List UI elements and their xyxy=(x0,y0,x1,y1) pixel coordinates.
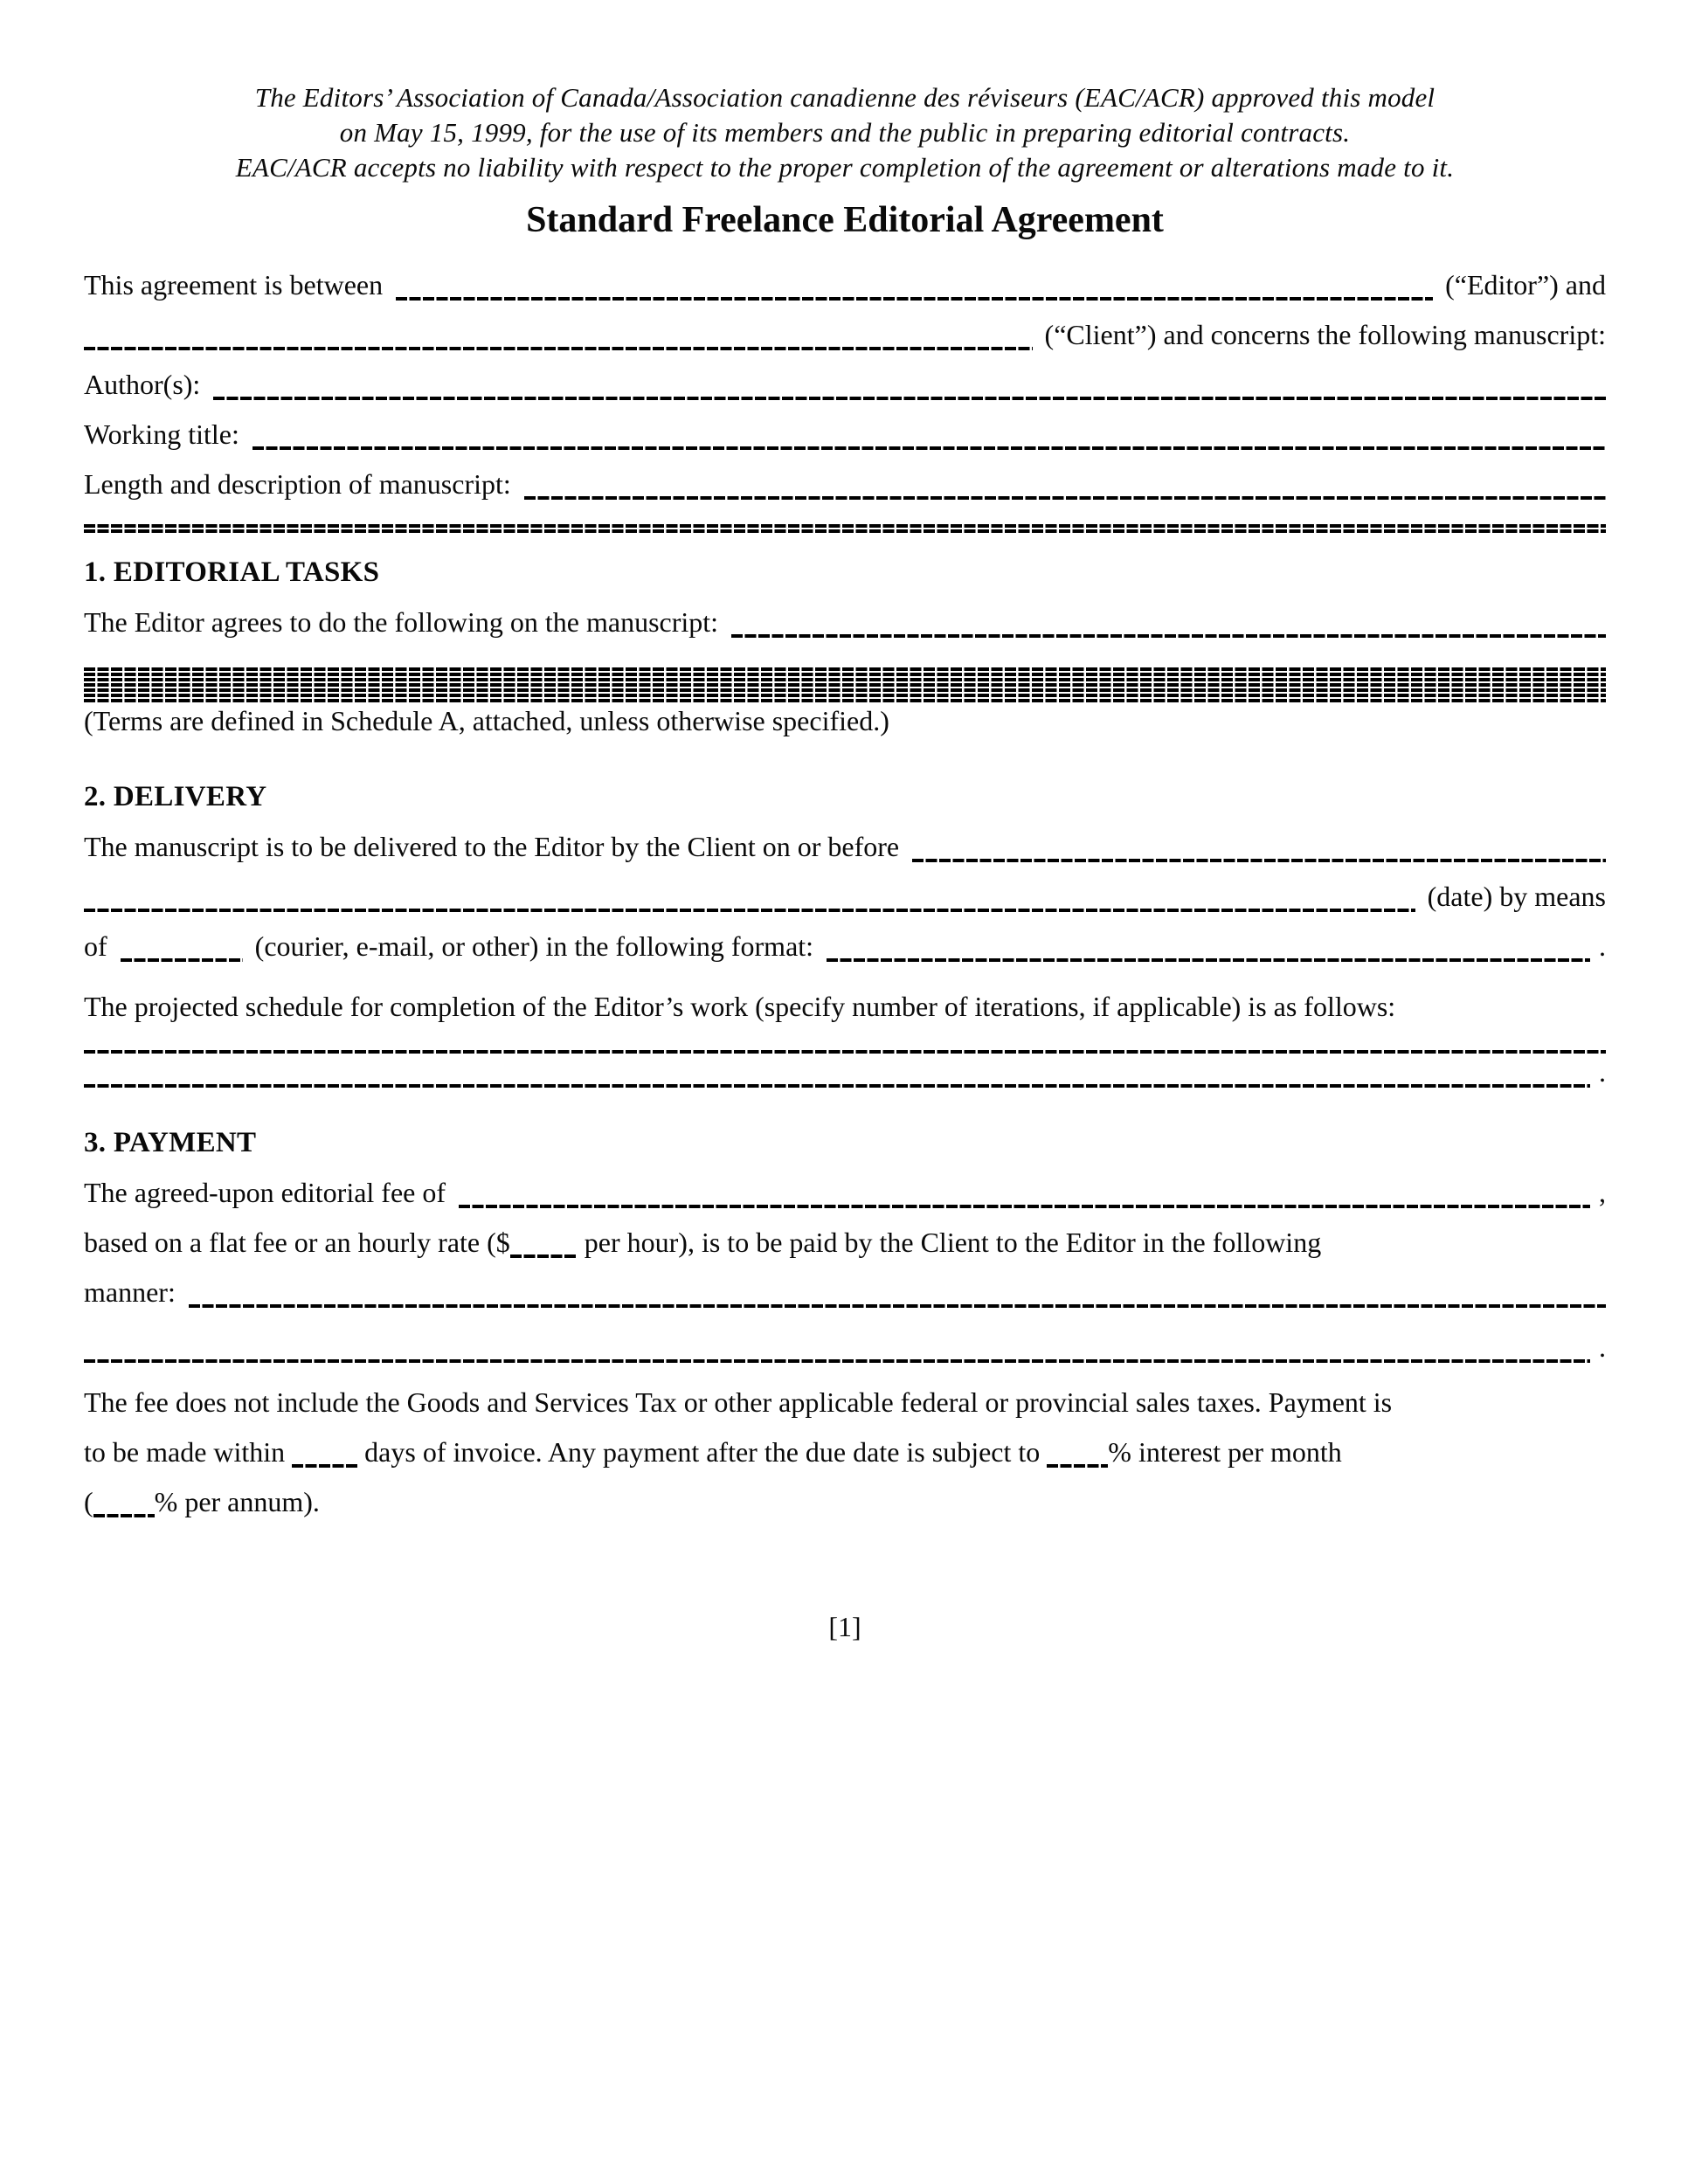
disclaimer-line-1: The Editors’ Association of Canada/Association canadienne des réviseurs (EAC/ACR) approved this model xyxy=(254,82,1435,113)
rate-suffix-text: per hour), is to be paid by the Client to the Editor in the following xyxy=(584,1227,1322,1258)
invoice-days-field[interactable] xyxy=(292,1462,357,1468)
editorial-tasks-lead-text: The Editor agrees to do the following on the manuscript: xyxy=(84,606,719,638)
tax-line3-a-text: ( xyxy=(84,1486,93,1517)
client-name-field[interactable] xyxy=(84,345,1033,350)
manner-line-row xyxy=(84,1323,1606,1372)
rate-prefix-text: based on a flat fee or an hourly rate ($ xyxy=(84,1227,510,1258)
payment-manner-line-field[interactable] xyxy=(84,1358,1590,1363)
schedule-line-field[interactable] xyxy=(84,1048,1606,1054)
authors-field[interactable] xyxy=(213,395,1606,400)
editor-name-field[interactable] xyxy=(396,295,1433,301)
date-suffix-text: (date) by means xyxy=(1427,881,1606,912)
payment-manner-field[interactable] xyxy=(189,1303,1606,1308)
editorial-tasks-lead-row xyxy=(84,598,1606,647)
tax-line2-c-text: % interest per month xyxy=(1108,1436,1342,1468)
length-label: Length and description of manuscript: xyxy=(84,468,511,500)
annual-interest-field[interactable] xyxy=(93,1512,155,1517)
disclaimer-line-2: on May 15, 1999, for the use of its members and the public in preparing editorial contracts. xyxy=(339,117,1351,148)
delivery-date-row xyxy=(84,822,1606,872)
manner-label: manner: xyxy=(84,1276,176,1308)
delivery-date-continuation-field[interactable] xyxy=(84,907,1415,912)
schedule-lead-row xyxy=(84,982,1606,1032)
client-suffix-text: (“Client”) and concerns the following manuscript: xyxy=(1044,319,1606,350)
delivery-date-field[interactable] xyxy=(912,857,1606,862)
schedule-line-field[interactable] xyxy=(84,1082,1590,1088)
terms-note-row xyxy=(84,696,1606,746)
tax-paragraph-line-3 xyxy=(84,1477,1606,1527)
terms-note-text: (Terms are defined in Schedule A, attached, unless otherwise specified.) xyxy=(84,705,889,736)
disclaimer xyxy=(84,80,1606,185)
tax-line2-a-text: to be made within xyxy=(84,1436,286,1468)
manner-period-text: . xyxy=(1599,1331,1606,1363)
agreement-parties-row xyxy=(84,260,1606,310)
manuscript-description-field[interactable] xyxy=(524,494,1606,500)
authors-label: Author(s): xyxy=(84,369,201,400)
schedule-period-text: . xyxy=(1599,1056,1606,1088)
monthly-interest-field[interactable] xyxy=(1047,1462,1108,1468)
means-prefix-text: of xyxy=(84,930,107,962)
schedule-line-row xyxy=(84,1047,1606,1097)
authors-row xyxy=(84,360,1606,410)
tax-line3-b-text: % per annum). xyxy=(154,1486,320,1517)
tax-paragraph-line-1 xyxy=(84,1378,1606,1427)
delivery-format-field[interactable] xyxy=(827,957,1590,962)
delivery-prefix-text: The manuscript is to be delivered to the Editor by the Client on or before xyxy=(84,831,900,862)
fee-comma-text: , xyxy=(1599,1177,1606,1208)
between-prefix-text: This agreement is between xyxy=(84,269,384,301)
editorial-tasks-heading: 1. EDITORIAL TASKS xyxy=(84,556,380,588)
rate-row xyxy=(84,1218,1606,1268)
manuscript-description-line-field[interactable] xyxy=(84,528,1606,533)
tax-line1-text: The fee does not include the Goods and Services Tax or other applicable federal or provincial sales taxes. Payment is xyxy=(84,1386,1393,1418)
page-number: [1] xyxy=(828,1611,861,1642)
editorial-tasks-line-field[interactable] xyxy=(84,697,1606,702)
editor-suffix-text: (“Editor”) and xyxy=(1445,269,1606,301)
delivery-means-field[interactable] xyxy=(121,957,243,962)
payment-heading: 3. PAYMENT xyxy=(84,1127,257,1158)
hourly-rate-field[interactable] xyxy=(510,1253,576,1258)
working-title-label: Working title: xyxy=(84,418,239,450)
client-row xyxy=(84,310,1606,360)
working-title-row xyxy=(84,410,1606,460)
delivery-heading: 2. DELIVERY xyxy=(84,781,267,812)
fee-row xyxy=(84,1168,1606,1218)
delivery-date-continuation-row xyxy=(84,872,1606,922)
working-title-field[interactable] xyxy=(253,445,1606,450)
means-mid-text: (courier, e-mail, or other) in the following format: xyxy=(254,930,814,962)
tax-paragraph-line-2 xyxy=(84,1427,1606,1477)
tax-line2-b-text: days of invoice. Any payment after the due date is subject to xyxy=(364,1436,1041,1468)
document-title: Standard Freelance Editorial Agreement xyxy=(526,200,1164,240)
format-period-text: . xyxy=(1599,930,1606,962)
editorial-fee-field[interactable] xyxy=(459,1203,1590,1208)
manuscript-length-row xyxy=(84,460,1606,509)
editorial-tasks-field[interactable] xyxy=(731,632,1606,638)
schedule-lead-text: The projected schedule for completion of the Editor’s work (specify number of iterations, if applicable) is as follows: xyxy=(84,991,1396,1022)
fee-prefix-text: The agreed-upon editorial fee of xyxy=(84,1177,446,1208)
manner-row xyxy=(84,1268,1606,1317)
disclaimer-line-3: EAC/ACR accepts no liability with respect to the proper completion of the agreement or alterations made to it. xyxy=(235,152,1455,183)
delivery-means-row xyxy=(84,922,1606,971)
